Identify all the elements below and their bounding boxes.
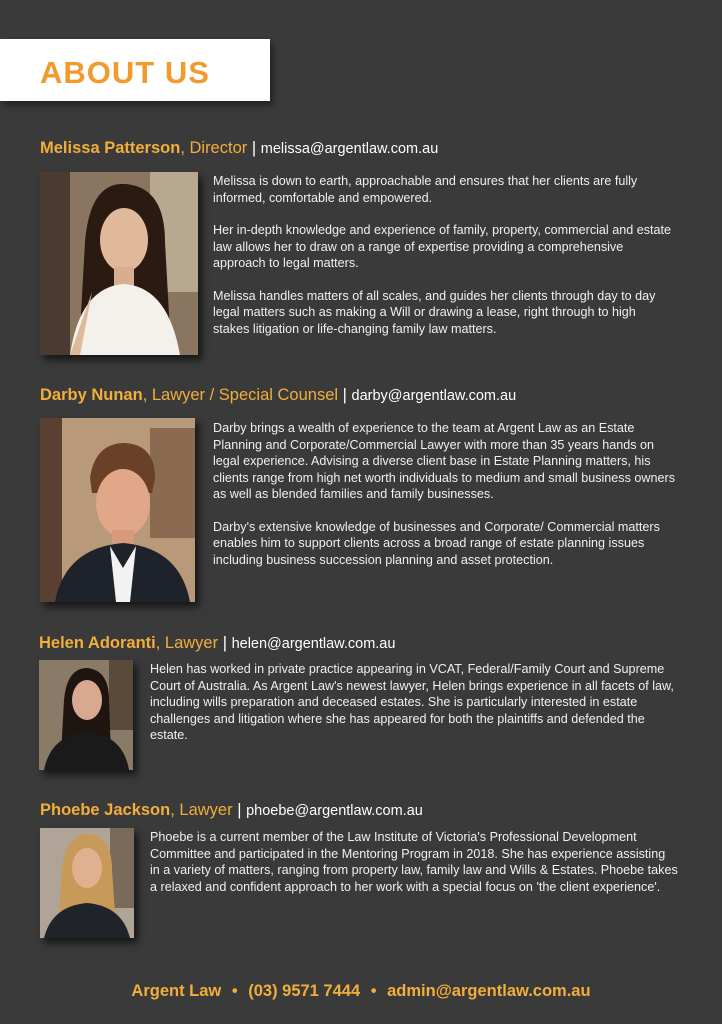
- bio-paragraph: Her in-depth knowledge and experience of family, property, commercial and estate law allows her to draw on a range of expertise providing a comprehensive approach to legal matters.: [213, 223, 672, 270]
- profile-melissa-patterson: [40, 138, 438, 159]
- photo-darby-nunan: [40, 418, 195, 602]
- footer-email[interactable]: admin@argentlaw.com.au: [387, 982, 591, 1000]
- heading-separator: |: [342, 386, 347, 404]
- bio-melissa-patterson: [213, 173, 673, 353]
- bio-darby-nunan: [213, 420, 678, 584]
- footer-contact: [0, 982, 722, 1001]
- profile-role: , Director: [180, 139, 248, 157]
- heading-separator: |: [251, 139, 257, 157]
- profile-role: , Lawyer / Special Counsel: [142, 386, 339, 404]
- page-title: ABOUT US: [40, 55, 210, 90]
- footer-bullet: •: [370, 982, 377, 1000]
- profile-helen-adoranti: [39, 633, 395, 654]
- bio-helen-adoranti: [150, 661, 678, 760]
- profile-heading: [40, 385, 516, 406]
- photo-helen-adoranti: [39, 660, 133, 770]
- profile-name: Melissa Patterson: [40, 139, 181, 157]
- profile-heading: [40, 800, 423, 821]
- profile-heading: [40, 138, 438, 159]
- profile-name: Helen Adoranti: [39, 634, 156, 652]
- bio-paragraph: Darby brings a wealth of experience to the team at Argent Law as an Estate Planning and Corporate/Commercial Lawyer with more than 35 years hands on legal experience. Advising a diverse client base in Estate Planning matters, his clients range from high net worth individuals to medium and small business owners as well as blended families and family businesses.: [213, 421, 675, 501]
- bio-paragraph: Melissa is down to earth, approachable and ensures that her clients are fully informed, comfortable and empowered.: [213, 174, 638, 205]
- bio-phoebe-jackson: [150, 829, 678, 911]
- profile-name: Darby Nunan: [40, 386, 143, 404]
- profile-email[interactable]: melissa@argentlaw.com.au: [260, 141, 439, 157]
- profile-email[interactable]: phoebe@argentlaw.com.au: [246, 803, 423, 819]
- bio-paragraph: Phoebe is a current member of the Law Institute of Victoria's Professional Development Committee and participated in the Mentoring Program in 2018. She has experience assisting in a variety of matters, ranging from property law, family law and Wills & Estates. Phoebe takes a relaxed and confident approach to her work with a special focus on 'the client experience'.: [150, 830, 678, 894]
- profile-email[interactable]: helen@argentlaw.com.au: [231, 636, 396, 652]
- profile-phoebe-jackson: [40, 800, 423, 821]
- bio-paragraph: Darby's extensive knowledge of businesses and Corporate/ Commercial matters enables him to support clients across a broad range of estate planning issues including business succession planning and asset protection.: [213, 519, 660, 567]
- profile-name: Phoebe Jackson: [40, 801, 171, 819]
- profile-darby-nunan: [40, 385, 516, 406]
- profile-role: , Lawyer: [155, 634, 219, 652]
- heading-separator: |: [222, 634, 227, 652]
- photo-phoebe-jackson: [40, 828, 134, 938]
- profile-heading: [39, 633, 395, 654]
- heading-separator: |: [237, 801, 242, 819]
- bio-paragraph: Melissa handles matters of all scales, and guides her clients through day to day legal matters such as making a Will or drawing a lease, right through to high stakes litigation or life-changing family law matters.: [213, 288, 656, 336]
- bio-paragraph: Helen has worked in private practice appearing in VCAT, Federal/Family Court and Supreme Court of Australia. As Argent Law's newest lawyer, Helen brings experience in all facets of law, including wills preparation and deceased estates. She is particularly interested in estate challenges and litigation where she has appeared for both the plaintiffs and defended the estate.: [150, 662, 674, 742]
- profile-role: , Lawyer: [170, 801, 233, 819]
- title-banner: [0, 39, 270, 101]
- photo-melissa-patterson: [40, 172, 198, 355]
- footer-bullet: •: [231, 982, 238, 1000]
- footer-company: Argent Law: [131, 982, 222, 1000]
- profile-email[interactable]: darby@argentlaw.com.au: [351, 388, 517, 404]
- footer-phone[interactable]: (03) 9571 7444: [248, 982, 361, 1000]
